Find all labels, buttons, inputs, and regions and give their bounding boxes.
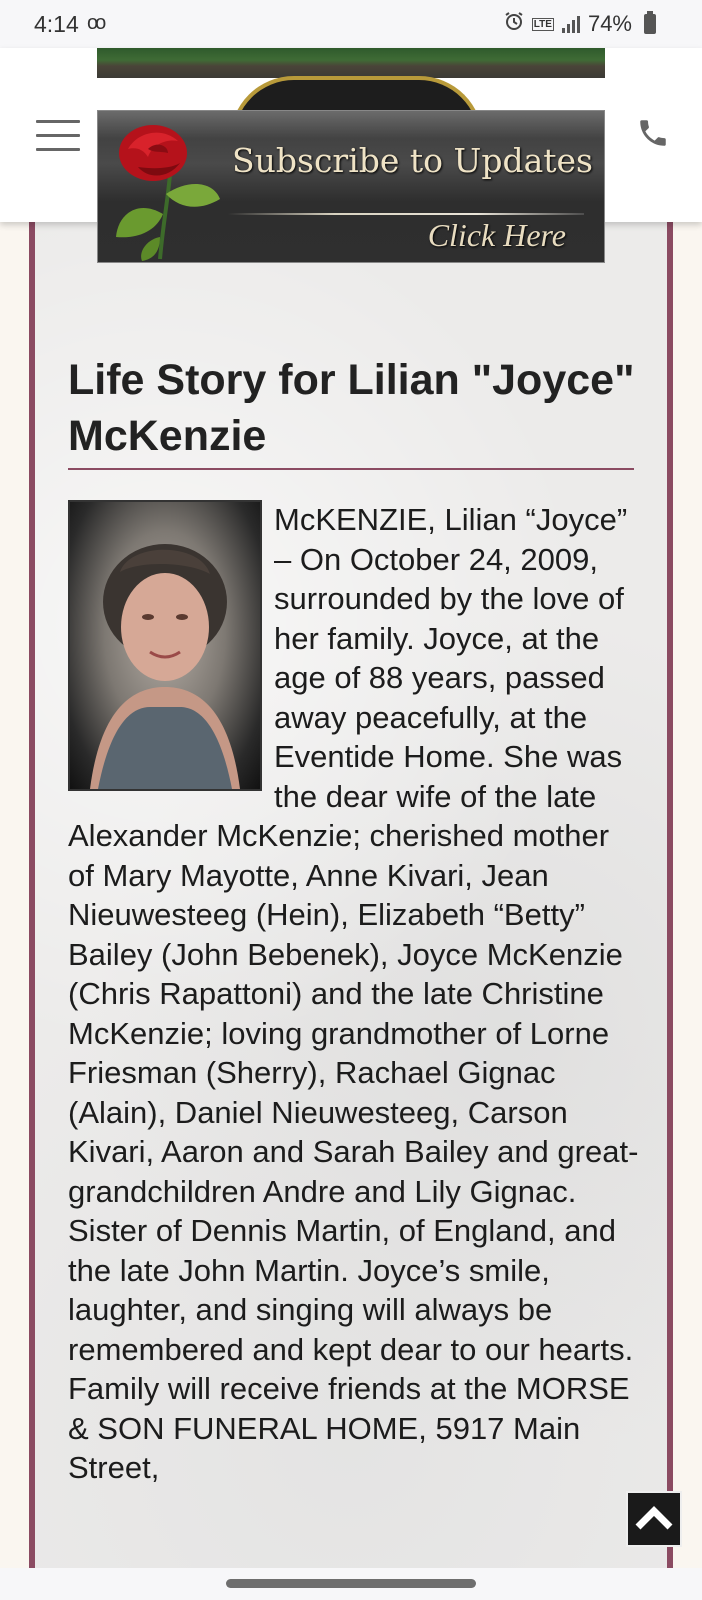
life-story-text bbox=[68, 500, 642, 1488]
battery-icon bbox=[644, 14, 656, 34]
system-nav-bar bbox=[0, 1568, 702, 1600]
battery-percent: 74% bbox=[587, 11, 632, 36]
status-time: 4:14 bbox=[34, 11, 79, 37]
voicemail-icon: oo bbox=[87, 12, 104, 34]
story-paragraph: McKENZIE, Lilian “Joyce” – On October 24, 2009, surrounded by the love of her family. Joyce, at the age of 88 years, passed away peacefully, at the Eventide Home. She was the dear wife of the late Alexander McKenzie; cherished mother of Mary Mayotte, Anne Kivari, Jean Nieuwesteeg (Hein), Elizabeth “Betty” Bailey (John Bebenek), Joyce McKenzie (Chris Rapattoni) and the late Christine McKenzie; loving grandmother of Lorne Friesman (Sherry), Rachael Gignac (Alain), Daniel Nieuwesteeg, Carson Kivari, Aaron and Sarah Bailey and great-grandchildren Andre and Lily Gignac. Sister of Dennis Martin, of England, and the late John Martin. Joyce’s smile, laughter, and singing will always be remembered and kept dear to our hearts. Family will receive friends at the MORSE & SON FUNERAL HOME, 5917 Main Street, bbox=[68, 502, 639, 1485]
home-gesture-bar[interactable] bbox=[226, 1579, 476, 1588]
rose-icon bbox=[108, 119, 228, 263]
signal-icon bbox=[562, 15, 580, 33]
top-banner-strip bbox=[97, 48, 605, 78]
subscribe-banner-button[interactable] bbox=[97, 110, 605, 263]
network-type: LTE bbox=[533, 18, 552, 30]
click-here-link[interactable]: Click Here bbox=[427, 217, 566, 253]
site-header bbox=[0, 48, 702, 253]
alarm-icon bbox=[504, 11, 524, 37]
phone-icon[interactable] bbox=[636, 116, 672, 152]
page-title: Life Story for Lilian "Joyce" McKenzie bbox=[68, 356, 635, 460]
status-right bbox=[504, 11, 656, 37]
subscribe-title: Subscribe to Updates bbox=[232, 141, 593, 180]
back-to-top-button[interactable] bbox=[626, 1491, 682, 1547]
status-bar bbox=[0, 0, 702, 48]
title-divider bbox=[68, 468, 634, 470]
hamburger-menu-icon[interactable] bbox=[36, 120, 80, 152]
chevron-up-icon bbox=[628, 1493, 680, 1545]
